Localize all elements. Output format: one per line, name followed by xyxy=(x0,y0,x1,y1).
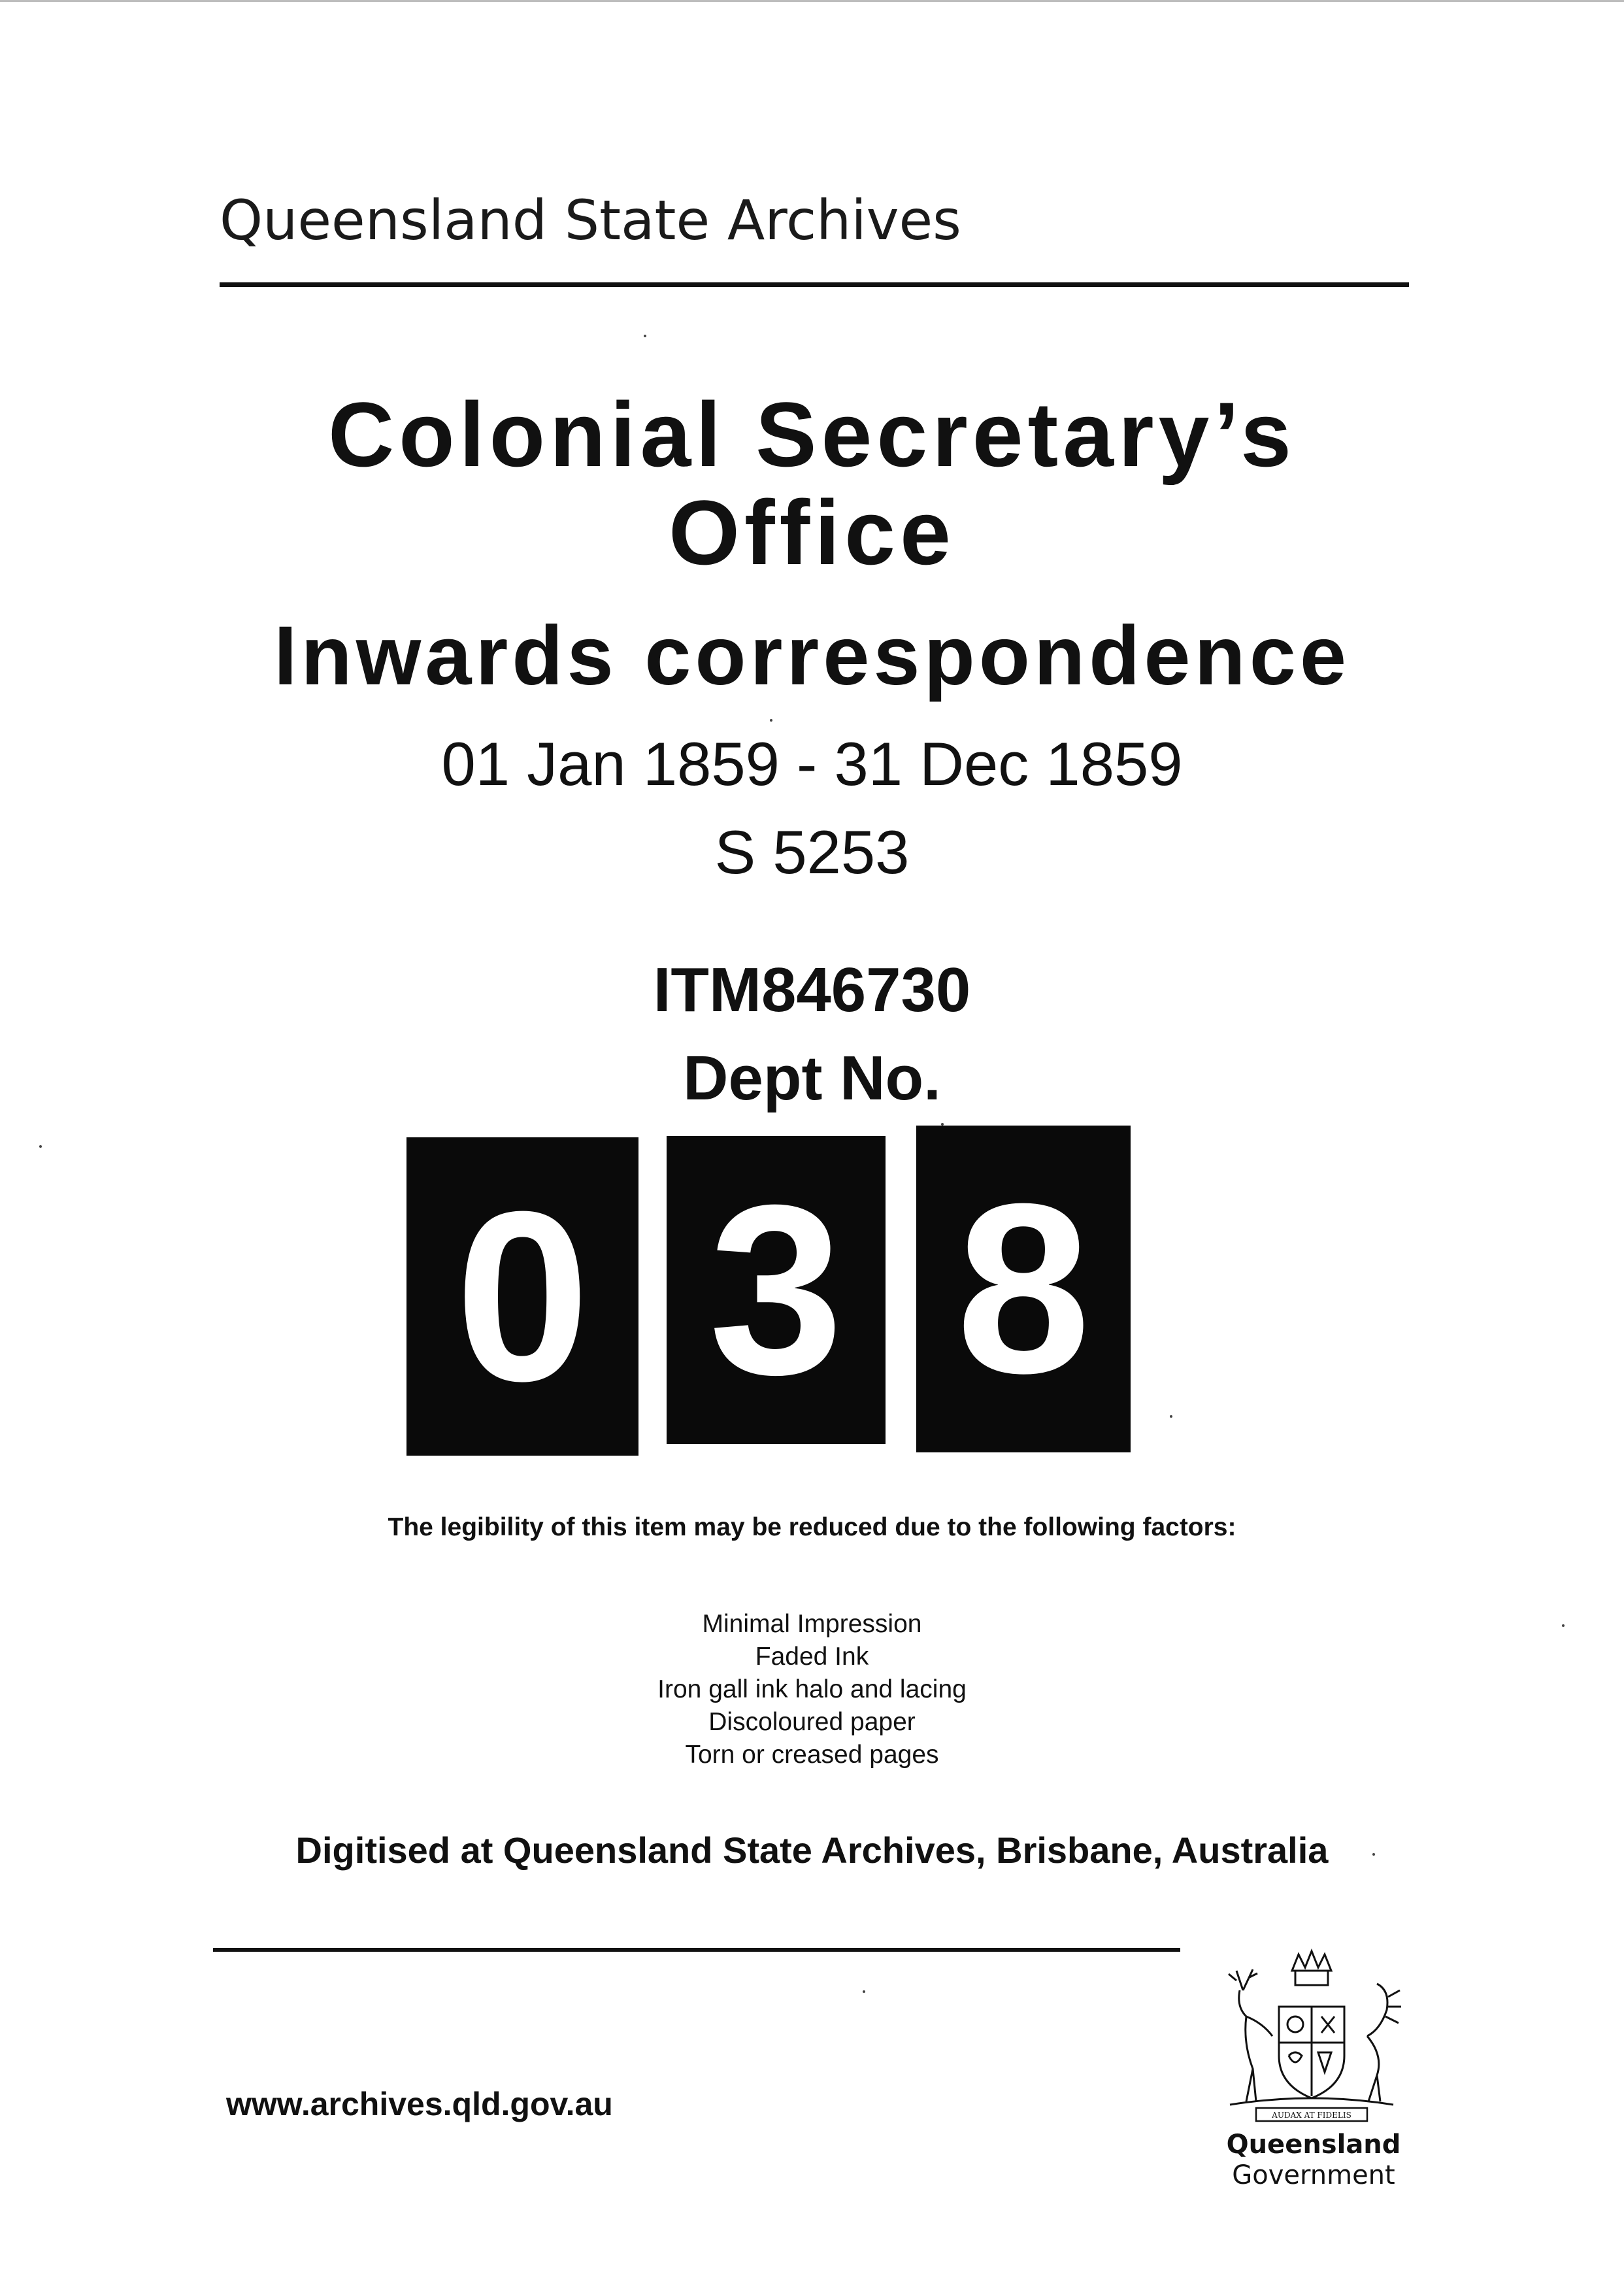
scan-edge xyxy=(0,0,1624,2)
scan-speck xyxy=(39,1145,42,1148)
series-number: S 5253 xyxy=(714,818,910,886)
scan-speck xyxy=(863,1990,865,1993)
scan-speck xyxy=(1372,1853,1375,1856)
government-subtitle: Government xyxy=(1232,2160,1395,2190)
footer-divider xyxy=(213,1948,1180,1952)
agency-name: Queensland State Archives xyxy=(220,188,961,252)
scan-speck xyxy=(941,1123,944,1126)
scan-speck xyxy=(770,719,772,722)
dept-digit-3: 8 xyxy=(916,1126,1131,1452)
dept-label: Dept No. xyxy=(683,1043,941,1113)
legibility-factor: Minimal Impression xyxy=(702,1610,922,1638)
legibility-factor-list xyxy=(0,1608,1624,1771)
queensland-coat-of-arms-icon xyxy=(1217,1945,1406,2128)
website-link[interactable]: www.archives.qld.gov.au xyxy=(226,2086,613,2122)
crest-motto: AUDAX AT FIDELIS xyxy=(1272,2111,1351,2120)
record-subtitle: Inwards correspondence xyxy=(273,609,1351,703)
scan-speck xyxy=(644,335,646,337)
scan-speck xyxy=(1170,1415,1172,1418)
date-range: 01 Jan 1859 - 31 Dec 1859 xyxy=(441,729,1183,798)
header-divider xyxy=(220,282,1409,287)
legibility-factor: Discoloured paper xyxy=(708,1708,916,1736)
dept-digit-2: 3 xyxy=(667,1136,886,1444)
record-title-line1: Colonial Secretary’s xyxy=(328,383,1296,486)
record-title-line2: Office xyxy=(669,481,955,584)
legibility-factor: Faded Ink xyxy=(755,1643,869,1671)
scan-speck xyxy=(1562,1624,1565,1627)
legibility-intro: The legibility of this item may be reduced due to the following factors: xyxy=(388,1513,1236,1541)
government-name: Queensland xyxy=(1226,2130,1401,2160)
legibility-factor: Iron gall ink halo and lacing xyxy=(657,1675,967,1703)
legibility-factor: Torn or creased pages xyxy=(685,1741,939,1769)
dept-digit-1: 0 xyxy=(406,1137,638,1456)
digitised-note: Digitised at Queensland State Archives, Brisbane, Australia xyxy=(295,1830,1329,1871)
item-id: ITM846730 xyxy=(653,955,971,1025)
record-title xyxy=(0,383,1624,584)
